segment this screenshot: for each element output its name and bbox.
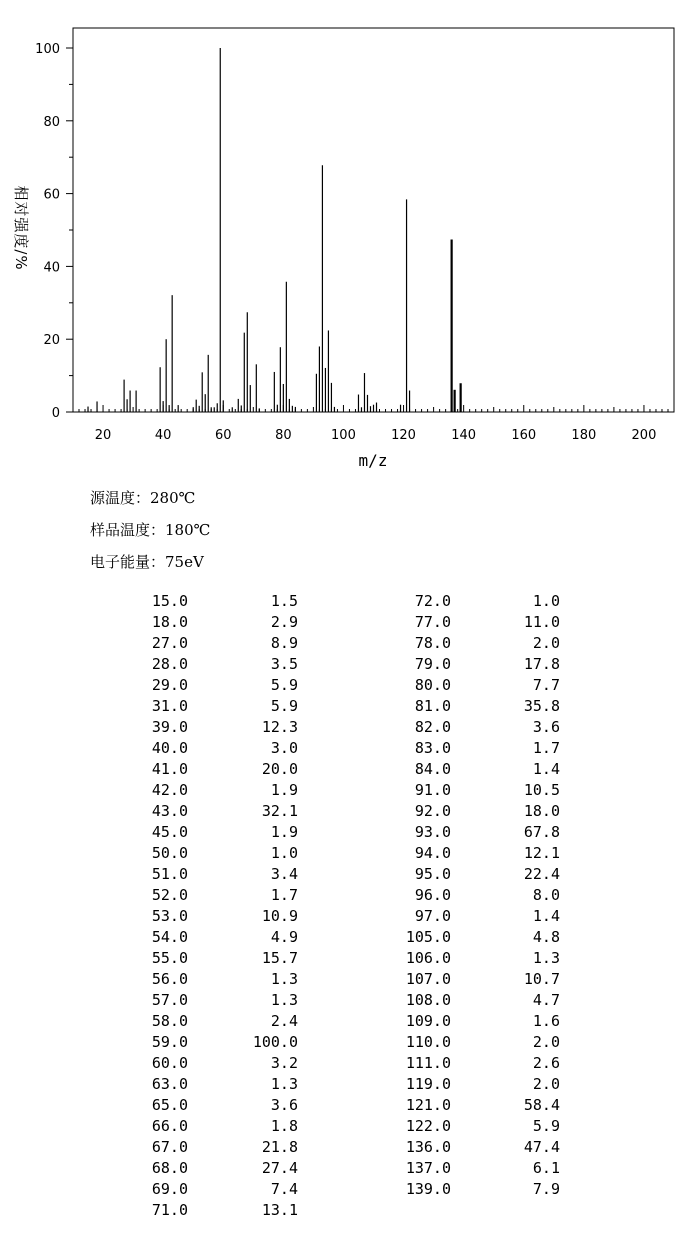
peak-table — [0, 592, 696, 1222]
right-mz-cell: 94.0 — [414, 844, 451, 862]
left-intensity-cell: 2.4 — [270, 1012, 298, 1030]
x-tick-label: 80 — [275, 428, 292, 443]
right-intensity-cell: 7.9 — [532, 1180, 560, 1198]
left-mz-cell: 55.0 — [151, 949, 188, 967]
right-mz-cell: 137.0 — [405, 1159, 451, 1177]
left-mz-cell: 29.0 — [151, 676, 188, 694]
left-mz-cell: 42.0 — [151, 781, 188, 799]
right-intensity-cell: 10.7 — [523, 970, 560, 988]
right-intensity-cell: 1.6 — [532, 1012, 560, 1030]
left-mz-cell: 28.0 — [151, 655, 188, 673]
left-mz-cell: 54.0 — [151, 928, 188, 946]
source-temperature: 源温度：280℃ — [90, 489, 196, 507]
right-mz-cell: 91.0 — [414, 781, 451, 799]
right-mz-cell: 72.0 — [414, 592, 451, 610]
left-intensity-cell: 27.4 — [261, 1159, 298, 1177]
mass-spectrum-chart — [0, 0, 696, 480]
left-intensity-cell: 2.9 — [270, 613, 298, 631]
right-intensity-cell: 8.0 — [532, 886, 560, 904]
left-mz-cell: 40.0 — [151, 739, 188, 757]
x-tick-label: 100 — [331, 428, 356, 443]
right-mz-cell: 82.0 — [414, 718, 451, 736]
right-intensity-cell: 18.0 — [523, 802, 560, 820]
right-mz-cell: 97.0 — [414, 907, 451, 925]
right-intensity-cell: 2.0 — [532, 1033, 560, 1051]
left-intensity-cell: 7.4 — [270, 1180, 298, 1198]
left-mz-cell: 57.0 — [151, 991, 188, 1009]
x-tick-label: 200 — [631, 428, 657, 443]
left-intensity-cell: 8.9 — [270, 634, 298, 652]
x-tick-label: 160 — [511, 428, 537, 443]
left-mz-cell: 52.0 — [151, 886, 188, 904]
left-mz-cell: 59.0 — [151, 1033, 188, 1051]
right-mz-cell: 107.0 — [405, 970, 451, 988]
y-tick-label: 80 — [43, 114, 60, 130]
y-tick-label: 60 — [43, 187, 60, 203]
right-intensity-cell: 10.5 — [523, 781, 560, 799]
left-mz-cell: 51.0 — [151, 865, 188, 883]
right-intensity-cell: 67.8 — [523, 823, 560, 841]
left-mz-cell: 65.0 — [151, 1096, 188, 1114]
left-mz-cell: 66.0 — [151, 1117, 188, 1135]
right-intensity-cell: 58.4 — [523, 1096, 560, 1114]
x-tick-label: 60 — [214, 428, 232, 443]
y-axis-ticks — [35, 42, 73, 421]
right-intensity-cell: 4.8 — [532, 928, 560, 946]
left-intensity-cell: 1.3 — [270, 991, 298, 1009]
right-mz-cell: 110.0 — [405, 1033, 451, 1051]
right-mz-cell: 105.0 — [405, 928, 451, 946]
x-axis-label: m/z — [358, 451, 388, 470]
right-intensity-cell: 2.0 — [532, 634, 560, 652]
y-tick-label: 100 — [35, 42, 60, 57]
left-intensity-cell: 1.9 — [270, 781, 298, 799]
left-mz-cell: 39.0 — [151, 718, 188, 736]
left-intensity-cell: 5.9 — [270, 676, 298, 694]
left-intensity-cell: 13.1 — [261, 1201, 298, 1219]
right-mz-cell: 78.0 — [414, 634, 451, 652]
right-intensity-cell: 22.4 — [523, 865, 560, 883]
right-mz-cell: 109.0 — [405, 1012, 451, 1030]
left-mz-cell: 71.0 — [151, 1201, 188, 1219]
left-intensity-cell: 3.2 — [270, 1054, 298, 1072]
left-mz-cell: 58.0 — [151, 1012, 188, 1030]
right-mz-cell: 83.0 — [414, 739, 451, 757]
x-tick-label: 120 — [391, 428, 416, 443]
left-mz-cell: 15.0 — [151, 592, 188, 610]
right-intensity-cell: 17.8 — [523, 655, 560, 673]
right-intensity-cell: 1.7 — [532, 739, 560, 757]
right-mz-cell: 95.0 — [414, 865, 451, 883]
right-intensity-cell: 47.4 — [523, 1138, 560, 1156]
left-intensity-cell: 21.8 — [261, 1138, 298, 1156]
right-intensity-cell: 2.6 — [532, 1054, 560, 1072]
left-mz-cell: 56.0 — [151, 970, 188, 988]
right-mz-cell: 92.0 — [414, 802, 451, 820]
left-intensity-cell: 4.9 — [270, 928, 298, 946]
left-intensity-cell: 5.9 — [270, 697, 298, 715]
left-mz-cell: 41.0 — [151, 760, 188, 778]
left-intensity-cell: 10.9 — [261, 907, 298, 925]
left-mz-cell: 67.0 — [151, 1138, 188, 1156]
x-tick-label: 20 — [94, 428, 112, 443]
left-intensity-cell: 15.7 — [261, 949, 298, 967]
left-intensity-cell: 3.4 — [270, 865, 298, 883]
right-mz-cell: 139.0 — [405, 1180, 451, 1198]
left-intensity-cell: 1.3 — [270, 1075, 298, 1093]
right-intensity-cell: 12.1 — [523, 844, 560, 862]
right-intensity-cell: 5.9 — [532, 1117, 560, 1135]
left-intensity-cell: 3.0 — [270, 739, 298, 757]
right-intensity-cell: 2.0 — [532, 1075, 560, 1093]
left-intensity-cell: 1.0 — [270, 844, 298, 862]
right-mz-cell: 80.0 — [414, 676, 451, 694]
left-mz-cell: 45.0 — [151, 823, 188, 841]
left-mz-cell: 63.0 — [151, 1075, 188, 1093]
right-intensity-cell: 1.3 — [532, 949, 560, 967]
right-mz-cell: 122.0 — [405, 1117, 451, 1135]
left-mz-cell: 69.0 — [151, 1180, 188, 1198]
left-mz-cell: 18.0 — [151, 613, 188, 631]
right-intensity-cell: 1.4 — [532, 907, 560, 925]
right-intensity-cell: 4.7 — [532, 991, 560, 1009]
right-mz-cell: 96.0 — [414, 886, 451, 904]
left-intensity-cell: 1.3 — [270, 970, 298, 988]
right-intensity-cell: 6.1 — [532, 1159, 560, 1177]
right-mz-cell: 108.0 — [405, 991, 451, 1009]
electron-energy: 电子能量：75eV — [90, 553, 204, 571]
right-mz-cell: 106.0 — [405, 949, 451, 967]
left-intensity-cell: 1.9 — [270, 823, 298, 841]
right-intensity-cell: 1.4 — [532, 760, 560, 778]
right-intensity-cell: 1.0 — [532, 592, 560, 610]
right-mz-cell: 93.0 — [414, 823, 451, 841]
left-intensity-cell: 1.7 — [270, 886, 298, 904]
right-intensity-cell: 35.8 — [523, 697, 560, 715]
left-mz-cell: 53.0 — [151, 907, 188, 925]
x-tick-label: 180 — [571, 428, 597, 443]
right-mz-cell: 111.0 — [405, 1054, 451, 1072]
right-mz-cell: 81.0 — [414, 697, 451, 715]
right-mz-cell: 121.0 — [405, 1096, 451, 1114]
x-tick-label: 140 — [451, 428, 477, 443]
left-mz-cell: 60.0 — [151, 1054, 188, 1072]
left-mz-cell: 27.0 — [151, 634, 188, 652]
sample-temperature: 样品温度：180℃ — [90, 521, 211, 539]
left-mz-cell: 31.0 — [151, 697, 188, 715]
left-intensity-cell: 100.0 — [252, 1033, 298, 1051]
right-mz-cell: 119.0 — [405, 1075, 451, 1093]
left-mz-cell: 68.0 — [151, 1159, 188, 1177]
y-axis-label: 相对强度/% — [12, 185, 30, 271]
right-intensity-cell: 3.6 — [532, 718, 560, 736]
plot-frame — [73, 28, 674, 412]
y-tick-label: 0 — [51, 406, 60, 421]
left-intensity-cell: 12.3 — [261, 718, 298, 736]
left-intensity-cell: 32.1 — [261, 802, 298, 820]
right-intensity-cell: 7.7 — [532, 676, 560, 694]
right-mz-cell: 79.0 — [414, 655, 451, 673]
peak-bars — [88, 48, 461, 412]
left-intensity-cell: 1.8 — [270, 1117, 298, 1135]
left-intensity-cell: 1.5 — [270, 592, 298, 610]
y-tick-label: 20 — [43, 333, 60, 349]
y-tick-label: 40 — [43, 260, 60, 276]
x-tick-label: 40 — [154, 428, 172, 443]
right-mz-cell: 136.0 — [405, 1138, 451, 1156]
left-mz-cell: 50.0 — [151, 844, 188, 862]
left-mz-cell: 43.0 — [151, 802, 188, 820]
right-mz-cell: 84.0 — [414, 760, 451, 778]
right-mz-cell: 77.0 — [414, 613, 451, 631]
left-intensity-cell: 3.5 — [270, 655, 298, 673]
right-intensity-cell: 11.0 — [523, 613, 560, 631]
left-intensity-cell: 3.6 — [270, 1096, 298, 1114]
left-intensity-cell: 20.0 — [261, 760, 298, 778]
